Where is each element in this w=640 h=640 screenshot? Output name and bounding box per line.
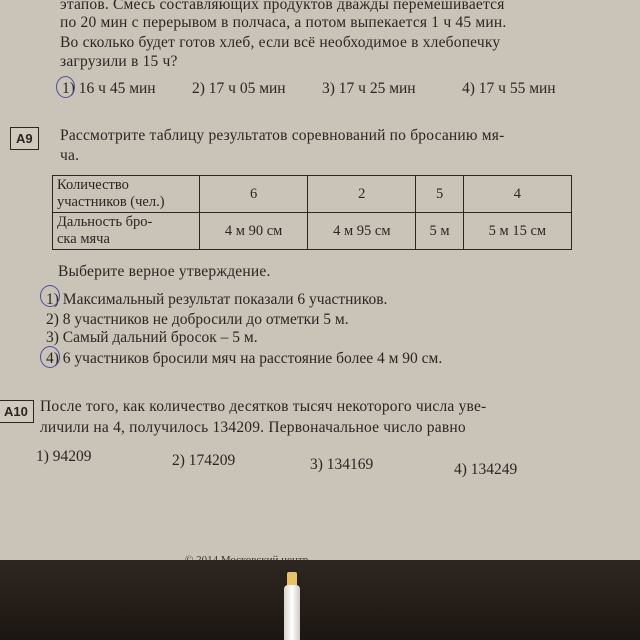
a10-option-2: 2) 174209 — [172, 452, 236, 469]
prev-option-2: 2) 17 ч 05 мин — [192, 80, 286, 97]
header-text: ска мяча — [57, 231, 110, 247]
table-cell: 4 — [463, 176, 571, 213]
prev-problem-line-2: по 20 мин с перерывом в полчаса, а потом выпекается 1 ч 45 мин. — [60, 14, 507, 31]
a9-question-line-2: ча. — [60, 147, 80, 164]
table-cell: 4 м 95 см — [308, 213, 416, 250]
results-table — [52, 175, 572, 250]
table-cell: 5 — [416, 176, 463, 213]
a9-tag: А9 — [10, 127, 39, 150]
table-cell: 5 м 15 см — [463, 213, 571, 250]
a9-instruction: Выберите верное утверждение. — [58, 263, 271, 280]
charging-cable — [284, 585, 300, 640]
answer-circle-mark — [40, 285, 60, 307]
table-cell: 4 м 90 см — [200, 213, 308, 250]
a10-option-4: 4) 134249 — [454, 461, 518, 478]
prev-problem-line-3: Во сколько будет готов хлеб, если всё необходимое в хлебопечку — [60, 34, 501, 51]
table-row — [53, 176, 572, 213]
a10-tag: А10 — [0, 400, 34, 423]
table-cell: 6 — [200, 176, 308, 213]
prev-option-1: 1) 16 ч 45 мин — [62, 80, 156, 97]
answer-circle-mark — [56, 76, 75, 98]
row-header-participants — [53, 176, 200, 213]
a10-question-line-2: личили на 4, получилось 134209. Первоначальное число равно — [40, 419, 466, 436]
prev-problem-line-1: этапов. Смесь составляющих продуктов дважды перемешивается — [60, 0, 505, 13]
answer-circle-mark — [40, 346, 60, 368]
prev-problem-line-4: загрузили в 15 ч? — [60, 53, 178, 70]
a9-option-2: 2) 8 участников не добросили до отметки 5 м. — [46, 311, 349, 328]
table-cell: 2 — [308, 176, 416, 213]
a9-option-1: 1) Максимальный результат показали 6 участников. — [46, 291, 388, 308]
row-header-distance — [53, 213, 200, 250]
a10-question-line-1: После того, как количество десятков тысяч некоторого числа уве- — [40, 398, 487, 415]
table-row — [53, 213, 572, 250]
desk-shadow — [0, 560, 640, 640]
header-text: участников (чел.) — [57, 194, 165, 210]
a10-option-1: 1) 94209 — [36, 448, 92, 465]
header-text: Дальность бро- — [57, 214, 153, 230]
prev-option-4: 4) 17 ч 55 мин — [462, 80, 556, 97]
a9-question-line-1: Рассмотрите таблицу результатов соревнований по бросанию мя- — [60, 127, 505, 144]
a9-option-3: 3) Самый дальний бросок – 5 м. — [46, 329, 258, 346]
prev-option-3: 3) 17 ч 25 мин — [322, 80, 416, 97]
a9-option-4: 4) 6 участников бросили мяч на расстояние более 4 м 90 см. — [46, 350, 443, 367]
a10-option-3: 3) 134169 — [310, 456, 374, 473]
header-text: Количество — [57, 177, 129, 193]
table-cell: 5 м — [416, 213, 463, 250]
